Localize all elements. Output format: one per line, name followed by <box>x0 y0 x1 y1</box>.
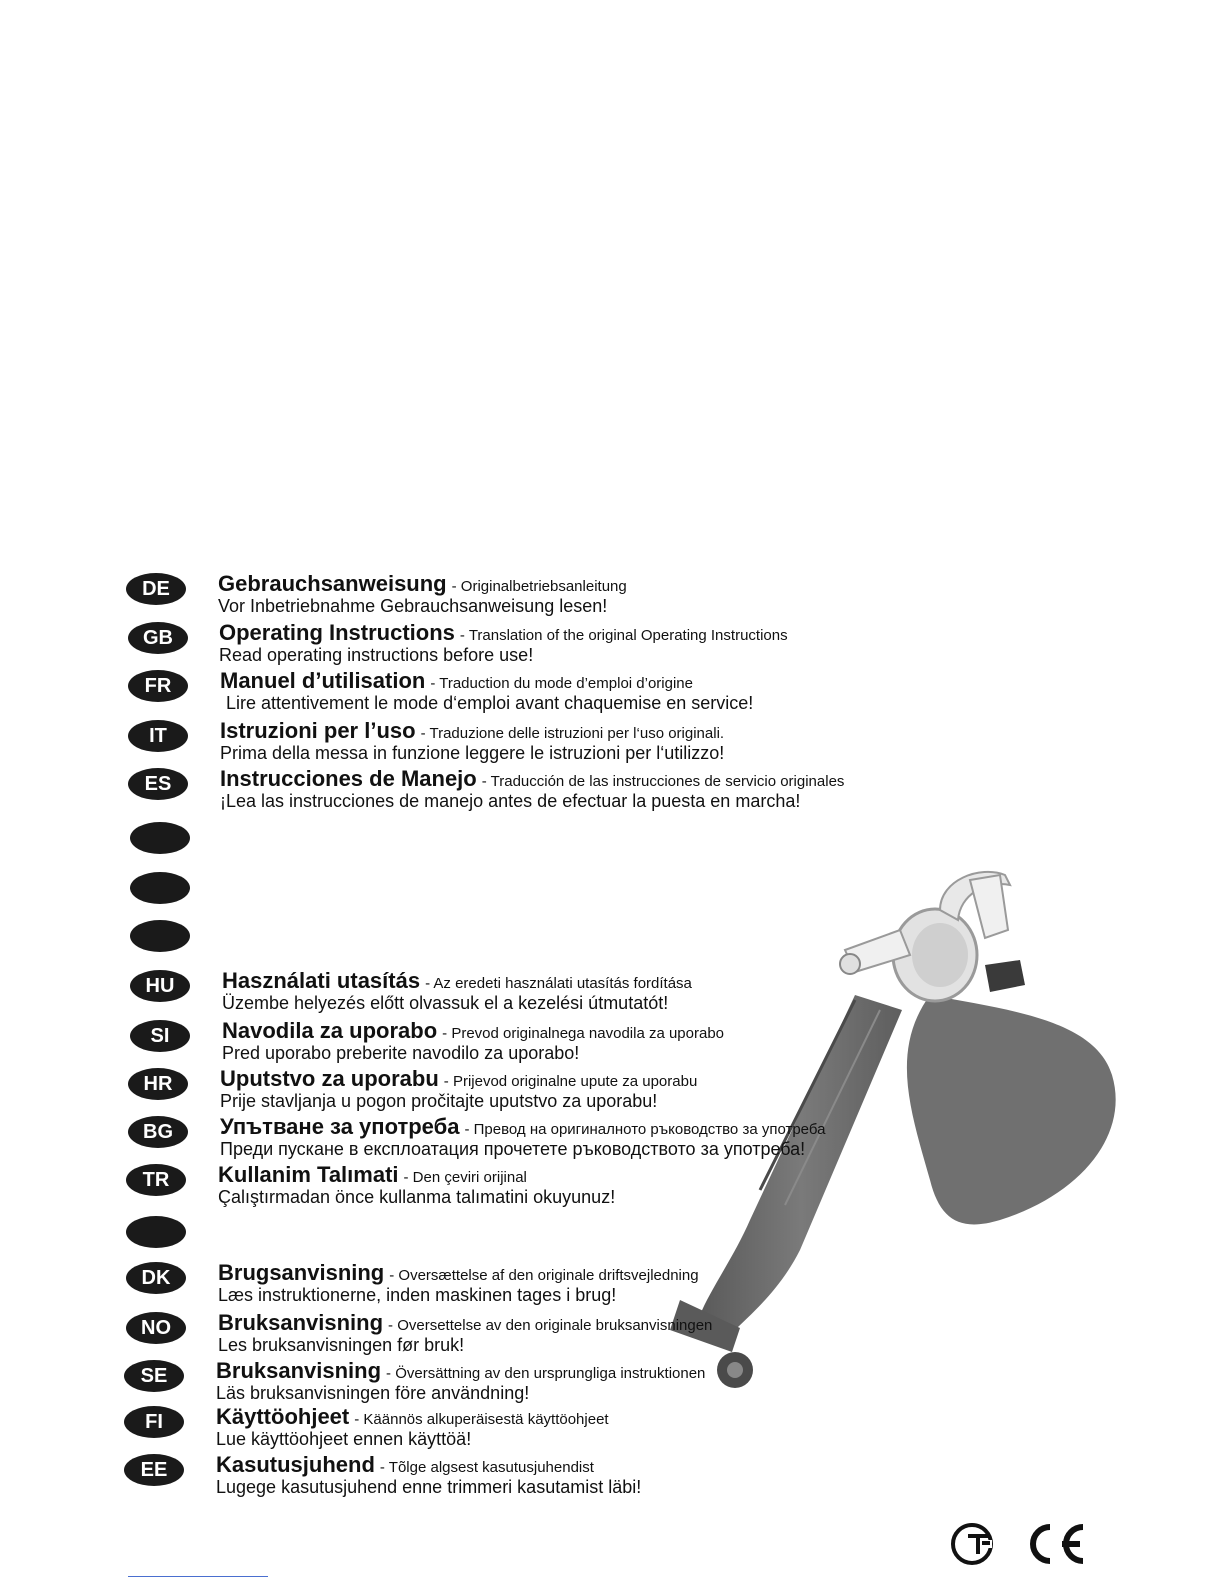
manual-subtitle: - Превод на оригиналното ръководство за употреба <box>464 1121 826 1138</box>
manual-instruction: Läs bruksanvisningen före användning! <box>216 1383 530 1403</box>
manual-instruction: Prima della messa in funzione leggere le istruzioni per l‘utilizzo! <box>220 743 725 763</box>
manual-subtitle: - Oversettelse av den originale bruksanvisningen <box>388 1317 713 1334</box>
language-code-badge <box>130 872 190 904</box>
manual-title: Istruzioni per l’uso <box>220 718 416 743</box>
manual-title: Navodila za uporabo <box>222 1018 438 1043</box>
language-code-badge: HU <box>130 970 190 1002</box>
ce-mark-icon <box>1033 1527 1083 1561</box>
manual-instruction: Prije stavljanja u pogon pročitajte uputstvo za uporabu! <box>220 1091 658 1111</box>
manual-title: Instrucciones de Manejo <box>220 766 477 791</box>
manual-title: Gebrauchsanweisung <box>218 571 447 596</box>
title-line <box>222 968 692 994</box>
language-row <box>0 1404 1225 1454</box>
language-code-badge: BG <box>128 1116 188 1148</box>
certification-marks <box>950 1510 1100 1570</box>
title-line <box>216 1452 594 1478</box>
manual-subtitle: - Tõlge algsest kasutusjuhendist <box>379 1459 594 1476</box>
title-line <box>216 1358 705 1384</box>
title-line <box>222 1018 724 1044</box>
language-row <box>0 571 1225 621</box>
manual-title: Brugsanvisning <box>218 1260 385 1285</box>
language-code-badge: TR <box>126 1164 186 1196</box>
eac-mark-icon <box>953 1525 992 1563</box>
language-row <box>0 1162 1225 1212</box>
manual-subtitle: - Translation of the original Operating Instructions <box>459 627 788 644</box>
title-line <box>218 571 627 597</box>
language-code-badge: GB <box>128 622 188 654</box>
language-code-badge <box>126 1216 186 1248</box>
manual-title: Operating Instructions <box>219 620 455 645</box>
manual-instruction: ¡Lea las instrucciones de manejo antes de efectuar la puesta en marcha! <box>220 791 801 811</box>
title-line <box>219 620 788 646</box>
language-code-badge: HR <box>128 1068 188 1100</box>
manual-subtitle: - Traduzione delle istruzioni per l‘uso originali. <box>420 725 725 742</box>
manual-instruction: Lire attentivement le mode d‘emploi avant chaquemise en service! <box>226 693 754 713</box>
language-code-badge: DE <box>126 573 186 605</box>
manual-subtitle: - Az eredeti használati utasítás fordítása <box>425 975 692 992</box>
title-line <box>220 718 724 744</box>
manual-subtitle: - Käännös alkuperäisestä käyttöohjeet <box>354 1411 609 1428</box>
manual-instruction: Üzembe helyezés előtt olvassuk el a kezelési útmutatót! <box>222 993 669 1013</box>
manual-instruction: Vor Inbetriebnahme Gebrauchsanweisung lesen! <box>218 596 608 616</box>
language-row <box>0 820 1225 870</box>
language-row <box>0 718 1225 768</box>
language-row <box>0 1310 1225 1360</box>
manual-title: Uputstvo za uporabu <box>220 1066 439 1091</box>
title-line <box>216 1404 609 1430</box>
language-row <box>0 1358 1225 1408</box>
manual-subtitle: - Den çeviri orijinal <box>403 1169 527 1186</box>
language-row <box>0 620 1225 670</box>
manual-title: Manuel d’utilisation <box>220 668 426 693</box>
language-code-badge: SI <box>130 1020 190 1052</box>
title-line <box>220 766 844 792</box>
manual-title: Käyttöohjeet <box>216 1404 350 1429</box>
language-code-badge: FR <box>128 670 188 702</box>
manual-instruction: Read operating instructions before use! <box>219 645 534 665</box>
manual-instruction: Læs instruktionerne, inden maskinen tages i brug! <box>218 1285 617 1305</box>
manual-instruction: Lue käyttöohjeet ennen käyttöä! <box>216 1429 472 1449</box>
manual-instruction: Преди пускане в експлоатация прочетете ръководството за употреба! <box>220 1139 806 1159</box>
title-line <box>220 668 693 694</box>
manual-title: Használati utasítás <box>222 968 421 993</box>
manual-subtitle: - Översättning av den ursprungliga instruktionen <box>386 1365 706 1382</box>
language-code-badge: DK <box>126 1262 186 1294</box>
title-line <box>218 1310 712 1336</box>
manual-subtitle: - Traducción de las instrucciones de servicio originales <box>481 773 845 790</box>
manual-subtitle: - Oversættelse af den originale driftsvejledning <box>389 1267 699 1284</box>
manual-title: Bruksanvisning <box>218 1310 384 1335</box>
language-row <box>0 1452 1225 1502</box>
manual-subtitle: - Originalbetriebsanleitung <box>451 578 627 595</box>
language-code-badge <box>130 920 190 952</box>
language-row <box>0 1066 1225 1116</box>
language-code-badge: NO <box>126 1312 186 1344</box>
language-row <box>0 918 1225 968</box>
manual-subtitle: - Prevod originalnega navodila za uporabo <box>442 1025 725 1042</box>
language-row <box>0 1260 1225 1310</box>
language-row <box>0 1214 1225 1264</box>
manual-subtitle: - Prijevod originalne upute za uporabu <box>443 1073 698 1090</box>
manual-title: Упътване за употреба <box>220 1114 460 1139</box>
footer-underline <box>128 1576 268 1577</box>
language-code-badge: IT <box>128 720 188 752</box>
manual-subtitle: - Traduction du mode d’emploi d’origine <box>430 675 693 692</box>
language-code-badge: ES <box>128 768 188 800</box>
language-row <box>0 1114 1225 1164</box>
language-code-badge: SE <box>124 1360 184 1392</box>
manual-title: Bruksanvisning <box>216 1358 382 1383</box>
manual-title: Kasutusjuhend <box>216 1452 375 1477</box>
language-code-badge: FI <box>124 1406 184 1438</box>
language-row <box>0 1018 1225 1068</box>
title-line <box>220 1114 825 1140</box>
language-code-badge <box>130 822 190 854</box>
manual-instruction: Lugege kasutusjuhend enne trimmeri kasutamist läbi! <box>216 1477 642 1497</box>
language-row <box>0 968 1225 1018</box>
title-line <box>220 1066 697 1092</box>
language-row <box>0 766 1225 816</box>
title-line <box>218 1260 699 1286</box>
language-code-badge: EE <box>124 1454 184 1486</box>
title-line <box>218 1162 527 1188</box>
language-row <box>0 668 1225 718</box>
manual-instruction: Çalıştırmadan önce kullanma talımatini okuyunuz! <box>218 1187 616 1207</box>
language-row <box>0 870 1225 920</box>
manual-title: Kullanim Talımati <box>218 1162 399 1187</box>
manual-instruction: Pred uporabo preberite navodilo za uporabo! <box>222 1043 580 1063</box>
manual-instruction: Les bruksanvisningen før bruk! <box>218 1335 465 1355</box>
